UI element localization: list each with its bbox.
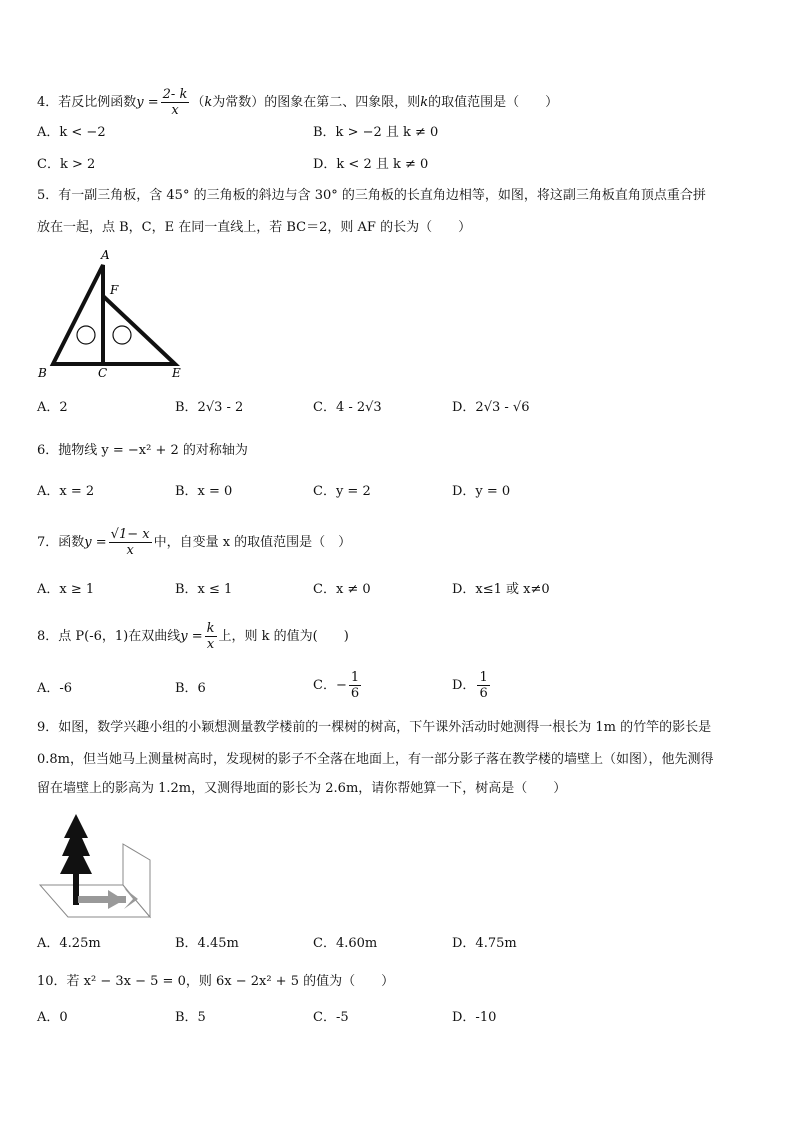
q10-option-b[interactable]: B．5	[175, 1010, 206, 1025]
q10-option-a[interactable]: A．0	[37, 1010, 68, 1025]
q8-fraction-numerator: k	[206, 621, 215, 636]
q8-prefix: 8．点 P(-6，1)在双曲线	[37, 629, 181, 644]
question-5-line2: 放在一起，点 B，C，E 在同一直线上，若 BC＝2，则 AF 的长为（ ）	[37, 220, 472, 235]
q8-option-c-den: 6	[350, 686, 360, 701]
q4-suffix: 的取值范围是（ ）	[428, 95, 559, 110]
q4-fraction-numerator: 2- k	[162, 87, 188, 102]
q6-option-a[interactable]: A．x = 2	[37, 484, 95, 499]
q4-option-b[interactable]: B．k > −2 且 k ≠ 0	[313, 125, 439, 140]
q5-label-e: E	[172, 366, 181, 380]
question-6-stem: 6．抛物线 y = −x² + 2 的对称轴为	[37, 443, 248, 458]
q4-k: k	[204, 95, 213, 110]
q5-option-a[interactable]: A．2	[37, 400, 68, 415]
q8-option-b[interactable]: B．6	[175, 681, 206, 696]
q7-fraction-numerator: √1− x	[110, 527, 150, 542]
q7-prefix: 7．函数	[37, 535, 85, 550]
q4-prefix: 4．若反比例函数	[37, 95, 137, 110]
q7-option-d[interactable]: D．x≤1 或 x≠0	[452, 582, 550, 597]
question-7-stem	[37, 527, 351, 558]
q5-triangle-abc	[53, 265, 103, 364]
q8-option-d-num: 1	[479, 670, 488, 685]
q6-option-d[interactable]: D．y = 0	[452, 484, 511, 499]
q10-option-c[interactable]: C．-5	[313, 1010, 349, 1025]
q8-option-c-fraction	[349, 670, 361, 701]
q9-option-a[interactable]: A．4.25m	[37, 936, 101, 951]
question-8-stem	[37, 621, 349, 652]
q8-fraction	[205, 621, 217, 652]
q7-option-b[interactable]: B．x ≤ 1	[175, 582, 233, 597]
q8-option-c-num: 1	[350, 670, 360, 685]
q9-option-d[interactable]: D．4.75m	[452, 936, 517, 951]
q4-function-lhs: y =	[136, 95, 159, 110]
q8-lhs: y =	[180, 629, 203, 644]
q7-suffix: 中，自变量 x 的取值范围是（ ）	[153, 535, 352, 550]
q4-k2: k	[420, 95, 429, 110]
q5-label-c: C	[98, 366, 108, 380]
q8-option-a[interactable]: A．-6	[37, 681, 73, 696]
question-4-stem	[37, 87, 558, 118]
q5-circle-left	[77, 326, 95, 344]
q7-option-a[interactable]: A．x ≥ 1	[37, 582, 95, 597]
q9-option-c[interactable]: C．4.60m	[313, 936, 378, 951]
question-10-stem: 10．若 x² − 3x − 5 = 0，则 6x − 2x² + 5 的值为（ ）	[37, 974, 395, 989]
q5-label-a: A	[101, 248, 110, 262]
q4-fraction-denominator: x	[171, 103, 179, 118]
q9-tree-wall-figure	[38, 812, 158, 920]
q4-option-c[interactable]: C．k > 2	[37, 157, 96, 172]
q5-circle-right	[113, 326, 131, 344]
q8-option-c-label: C．−	[313, 678, 347, 693]
question-5-line1: 5．有一副三角板，含 45° 的三角板的斜边与含 30° 的三角板的长直角边相等，如图，将这副三角板直角顶点重合拼	[37, 188, 706, 203]
q5-option-b[interactable]: B．2√3 - 2	[175, 400, 244, 415]
q9-tree-top	[60, 814, 92, 874]
q8-option-d-den: 6	[479, 686, 488, 701]
q8-option-d-fraction	[477, 670, 489, 701]
q5-label-b: B	[38, 366, 47, 380]
question-9-line1: 9．如图，数学兴趣小组的小颖想测量教学楼前的一棵树的树高，下午课外活动时她测得一根长为 1m 的竹竿的影长是	[37, 720, 712, 735]
q8-fraction-denominator: x	[206, 637, 215, 652]
q10-option-d[interactable]: D．-10	[452, 1010, 497, 1025]
q5-option-d[interactable]: D．2√3 - √6	[452, 400, 530, 415]
question-9-line3: 留在墙壁上的影高为 1.2m，又测得地面的影长为 2.6m，请你帮她算一下，树高是（ ）	[37, 781, 567, 796]
q9-option-b[interactable]: B．4.45m	[175, 936, 239, 951]
q6-option-b[interactable]: B．x = 0	[175, 484, 233, 499]
q8-option-d[interactable]	[452, 670, 492, 701]
q7-lhs: y =	[84, 535, 107, 550]
q4-fraction	[161, 87, 190, 118]
q7-option-c[interactable]: C．x ≠ 0	[313, 582, 371, 597]
q7-fraction-denominator: x	[126, 543, 134, 558]
q8-suffix: 上，则 k 的值为( )	[218, 629, 349, 644]
q7-fraction	[109, 527, 152, 558]
q5-triangle-cef	[103, 296, 175, 364]
q6-option-c[interactable]: C．y = 2	[313, 484, 371, 499]
question-9-line2: 0.8m，但当她马上测量树高时，发现树的影子不全落在地面上，有一部分影子落在教学楼的墙壁上（如图），他先测得	[37, 752, 714, 767]
q4-option-a[interactable]: A．k < −2	[37, 125, 106, 140]
q8-option-d-label: D．	[452, 678, 476, 693]
q5-option-c[interactable]: C．4 - 2√3	[313, 400, 382, 415]
q4-mid: （	[191, 95, 205, 110]
q4-mid2: 为常数）的图象在第二、四象限，则	[212, 95, 421, 110]
q8-option-c[interactable]	[313, 670, 363, 701]
q5-triangle-figure	[35, 246, 190, 384]
q4-option-d[interactable]: D．k < 2 且 k ≠ 0	[313, 157, 429, 172]
q5-label-f: F	[110, 283, 119, 297]
